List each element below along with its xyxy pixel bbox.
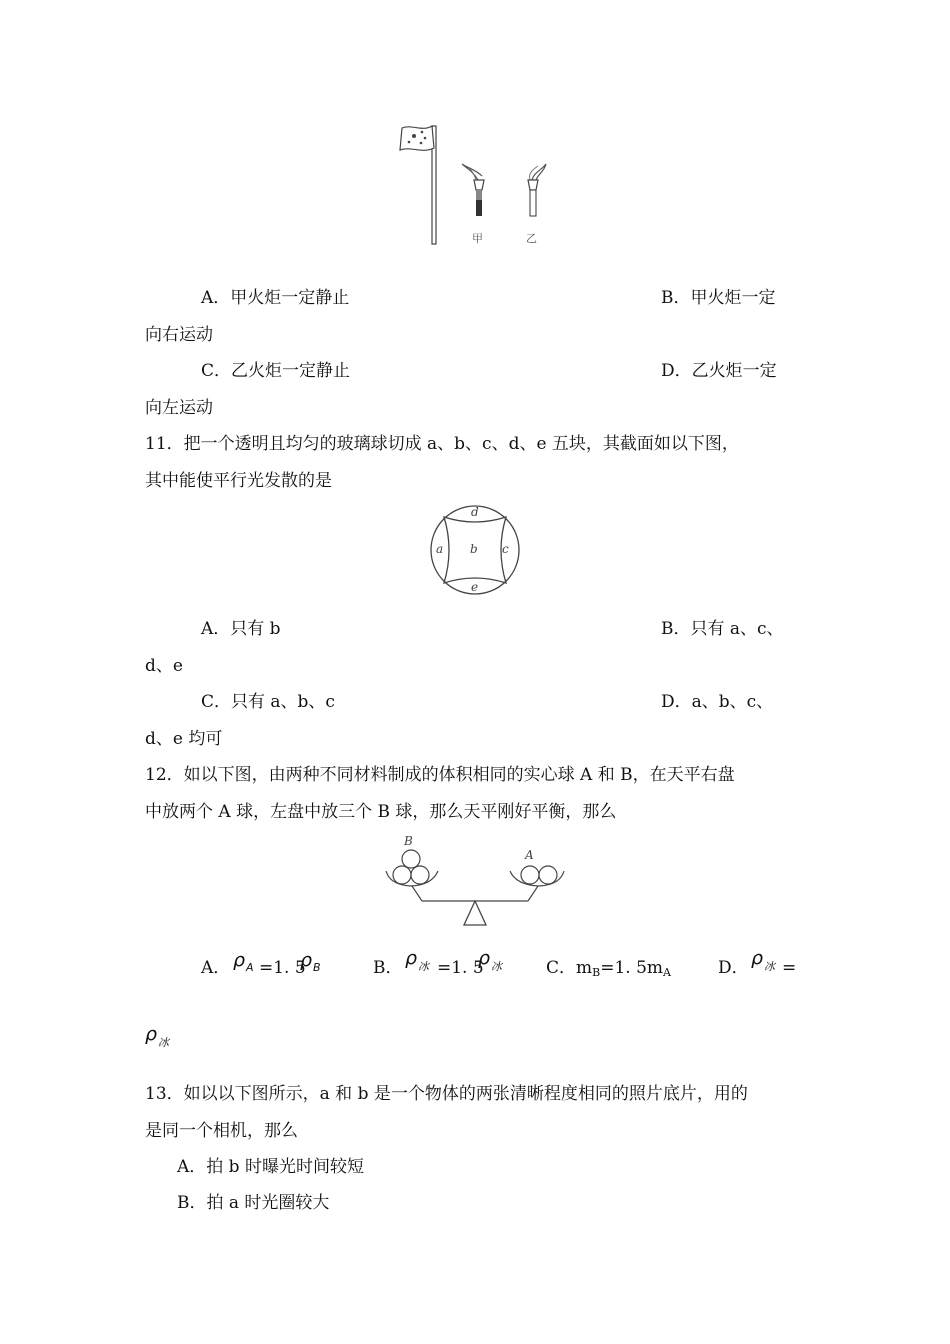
q12-option-d-eq: = (782, 958, 797, 978)
q10-option-b-cont: 向右运动 (145, 325, 213, 345)
q12-option-b-sub2: 冰 (491, 960, 502, 973)
q12-text-line1: 12．如以下图，由两种不同材料制成的体积相同的实心球 A 和 B，在天平右盘 (145, 765, 735, 785)
q12-option-c-m1: m (576, 958, 593, 978)
q10-option-a: A．甲火炬一定静止 (201, 288, 350, 308)
balance-drawing (382, 833, 568, 931)
glass-sphere-drawing (426, 503, 526, 599)
q12-option-c-prefix: C． (546, 958, 577, 978)
piece-d-label: d (471, 505, 479, 519)
q11-option-d-cont: d、e 均可 (145, 729, 223, 749)
q12-option-a (201, 958, 230, 978)
q12-option-a-rho2: ρ (300, 949, 313, 971)
torch-flag-figure (392, 118, 562, 253)
q12-text-line2: 中放两个 A 球，左盘中放三个 B 球，那么天平刚好平衡，那么 (145, 802, 617, 822)
q12-option-d-rho1: ρ (751, 947, 764, 969)
balance-figure (382, 833, 568, 931)
q11-text-line2: 其中能使平行光发散的是 (145, 471, 332, 491)
piece-e-label: e (471, 580, 479, 594)
q10-option-b: B．甲火炬一定 (661, 288, 776, 308)
q13-text-line2: 是同一个相机，那么 (145, 1121, 298, 1141)
q12-option-c-sub1: B (592, 966, 601, 979)
q11-option-d: D．a、b、c、 (661, 692, 774, 712)
piece-c-label: c (502, 542, 509, 556)
q12-option-c (546, 958, 671, 983)
q12-option-b-sub1: 冰 (418, 960, 429, 973)
q10-option-d-cont: 向左运动 (145, 398, 213, 418)
torch-yi-label: 乙 (526, 232, 537, 245)
q12-option-a-prefix: A． (201, 958, 231, 978)
q12-option-d-sub2: 冰 (158, 1036, 169, 1049)
q12-option-a-mid: =1. 5 (259, 958, 306, 978)
piece-a-label: a (436, 542, 444, 556)
q12-option-b-rho1: ρ (405, 947, 418, 969)
glass-sphere-figure (426, 503, 526, 599)
q10-option-c: C．乙火炬一定静止 (201, 361, 351, 381)
q12-option-a-sub1: A (246, 961, 254, 974)
q11-option-b-cont: d、e (145, 656, 183, 676)
q12-option-c-mid: =1. 5m (600, 958, 664, 978)
q12-option-b-rho2: ρ (478, 947, 491, 969)
q13-option-b: B．拍 a 时光圈较大 (177, 1193, 330, 1213)
ball-b-label: B (404, 834, 413, 848)
q11-option-c: C．只有 a、b、c (201, 692, 335, 712)
q12-option-a-rho1: ρ (233, 949, 246, 971)
ball-a-label: A (525, 848, 534, 862)
q12-option-a-sub2: B (313, 961, 321, 974)
q12-option-d-prefix: D． (718, 958, 749, 978)
piece-b-label: b (470, 542, 478, 556)
q13-text-line1: 13．如以以下图所示，a 和 b 是一个物体的两张清晰程度相同的照片底片，用的 (145, 1084, 748, 1104)
q12-option-d-sub1: 冰 (764, 960, 775, 973)
q12-option-c-sub2: A (663, 966, 671, 979)
torch-flag-drawing (392, 118, 562, 253)
q12-option-b-mid: =1. 5 (437, 958, 484, 978)
q12-option-b-prefix: B． (373, 958, 403, 978)
q12-option-d-rho2: ρ (145, 1023, 158, 1045)
q13-option-a: A．拍 b 时曝光时间较短 (177, 1157, 364, 1177)
q11-text-line1: 11．把一个透明且均匀的玻璃球切成 a、b、c、d、e 五块，其截面如以下图， (145, 434, 739, 454)
q11-option-a: A．只有 b (201, 619, 281, 639)
torch-jia-label: 甲 (472, 232, 483, 245)
q10-option-d: D．乙火炬一定 (661, 361, 777, 381)
q11-option-b: B．只有 a、c、 (661, 619, 784, 639)
